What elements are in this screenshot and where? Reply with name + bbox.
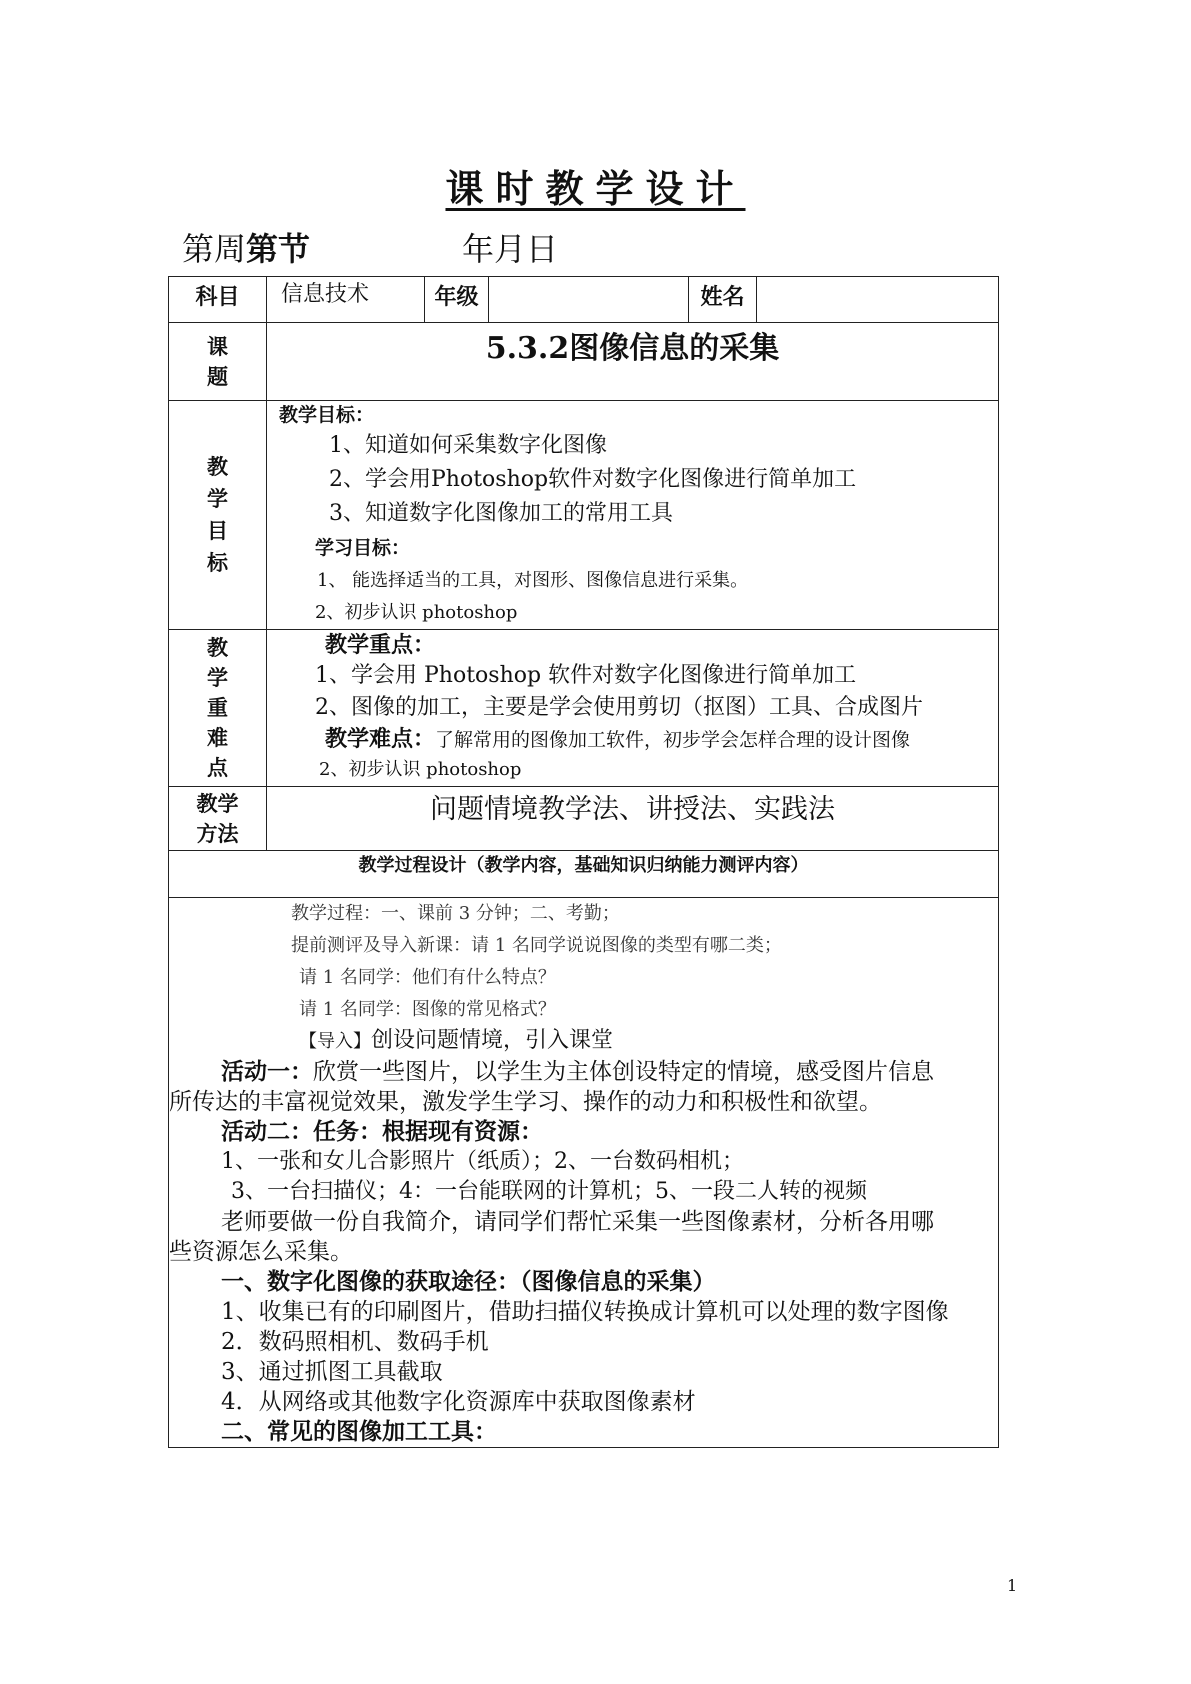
process-row: [169, 898, 999, 1448]
lesson-plan-table: [168, 276, 999, 1448]
intro-line: 【导入】创设问题情境，引入课堂: [299, 1028, 614, 1053]
method-row: [169, 787, 999, 851]
key-point-extra: 2、初步认识 photoshop: [319, 759, 522, 780]
activity-one-label: 活动一：: [221, 1058, 313, 1085]
method-value: 问题情境教学法、讲授法、实践法: [267, 787, 999, 851]
subject-label: 科目: [169, 277, 267, 323]
activity-one-line: 活动一：欣赏一些图片，以学生为主体创设特定的情境，感受图片信息: [221, 1058, 934, 1085]
activity-two-line: 活动二：任务：根据现有资源：: [221, 1118, 543, 1145]
goal-item: 1、知道如何采集数字化图像: [329, 433, 607, 458]
process-heading: 教学过程设计（教学内容，基础知识归纳能力测评内容）: [169, 851, 999, 898]
week-line: 第周第节: [182, 230, 311, 268]
difficulty-text: 了解常用的图像加工软件，初步学会怎样合理的设计图像: [435, 729, 911, 751]
way-item: 1、收集已有的印刷图片，借助扫描仪转换成计算机可以处理的数字图像: [221, 1299, 949, 1325]
key-point-item: 2、图像的加工，主要是学会使用剪切（抠图）工具、合成图片: [315, 695, 923, 720]
study-goal-item: 1、 能选择适当的工具，对图形、图像信息进行采集。: [317, 570, 749, 591]
activity-one-cont: 所传达的丰富视觉效果，激发学生学习、操作的动力和积极性和欲望。: [169, 1089, 882, 1115]
intro-tag: 【导入】: [299, 1031, 371, 1052]
teacher-line-cont: 些资源怎么采集。: [169, 1239, 353, 1265]
key-points-heading: 教学重点：: [325, 632, 436, 658]
method-label: 教学 方法: [169, 787, 267, 851]
process-line: 提前测评及导入新课：请 1 名同学说说图像的类型有哪二类；: [291, 935, 782, 956]
info-row: [169, 277, 999, 323]
key-points-content: [267, 630, 999, 787]
teacher-line: 老师要做一份自我简介，请同学们帮忙采集一些图像素材，分析各用哪: [221, 1209, 934, 1235]
topic-label: 课 题: [169, 323, 267, 401]
name-label: 姓名: [689, 277, 757, 323]
process-line: 教学过程：一、课前 3 分钟；二、考勤；: [291, 903, 620, 924]
difficulty-line: [267, 724, 998, 755]
date-line: 年月日: [462, 230, 559, 268]
way-item: 2．数码照相机、数码手机: [221, 1329, 489, 1355]
process-line: 请 1 名同学：图像的常见格式？: [299, 999, 556, 1020]
goals-label: 教 学 目 标: [169, 401, 267, 630]
grade-label: 年级: [425, 277, 489, 323]
goals-content: [267, 401, 999, 630]
key-point-item: 1、学会用 Photoshop 软件对数字化图像进行简单加工: [315, 663, 857, 688]
key-points-row: [169, 630, 999, 787]
grade-value: [489, 277, 689, 323]
goals-row: [169, 401, 999, 630]
process-heading-row: [169, 851, 999, 898]
study-goal-item: 2、初步认识 photoshop: [315, 602, 518, 623]
page-number: 1: [1007, 1576, 1018, 1595]
resource-line: 1、一张和女儿合影照片（纸质）；2、一台数码相机；: [221, 1149, 744, 1174]
subject-value: 信息技术: [267, 277, 425, 323]
goal-item: 3、知道数字化图像加工的常用工具: [329, 501, 673, 526]
document-title: 课时教学设计: [445, 166, 746, 211]
process-content: [169, 898, 999, 1448]
process-line: 请 1 名同学：他们有什么特点？: [299, 967, 556, 988]
way-item: 4．从网络或其他数字化资源库中获取图像素材: [221, 1389, 696, 1415]
key-points-label: 教 学 重 难 点: [169, 630, 267, 787]
goal-item: 2、学会用Photoshop软件对数字化图像进行简单加工: [329, 467, 857, 492]
topic-row: [169, 323, 999, 401]
difficulty-label: 教学难点：: [325, 726, 436, 752]
topic-value: 5.3.2图像信息的采集: [267, 323, 999, 401]
section-two-heading: 二、常见的图像加工工具：: [221, 1418, 497, 1445]
name-value: [757, 277, 999, 323]
section-one-heading: 一、数字化图像的获取途径：（图像信息的采集）: [221, 1268, 716, 1295]
way-item: 3、通过抓图工具截取: [221, 1359, 443, 1385]
goals-heading: 教学目标：: [279, 404, 375, 426]
study-goals-heading: 学习目标：: [315, 537, 411, 559]
resource-line: 3、一台扫描仪；4：一台能联网的计算机；5、一段二人转的视频: [231, 1179, 867, 1204]
